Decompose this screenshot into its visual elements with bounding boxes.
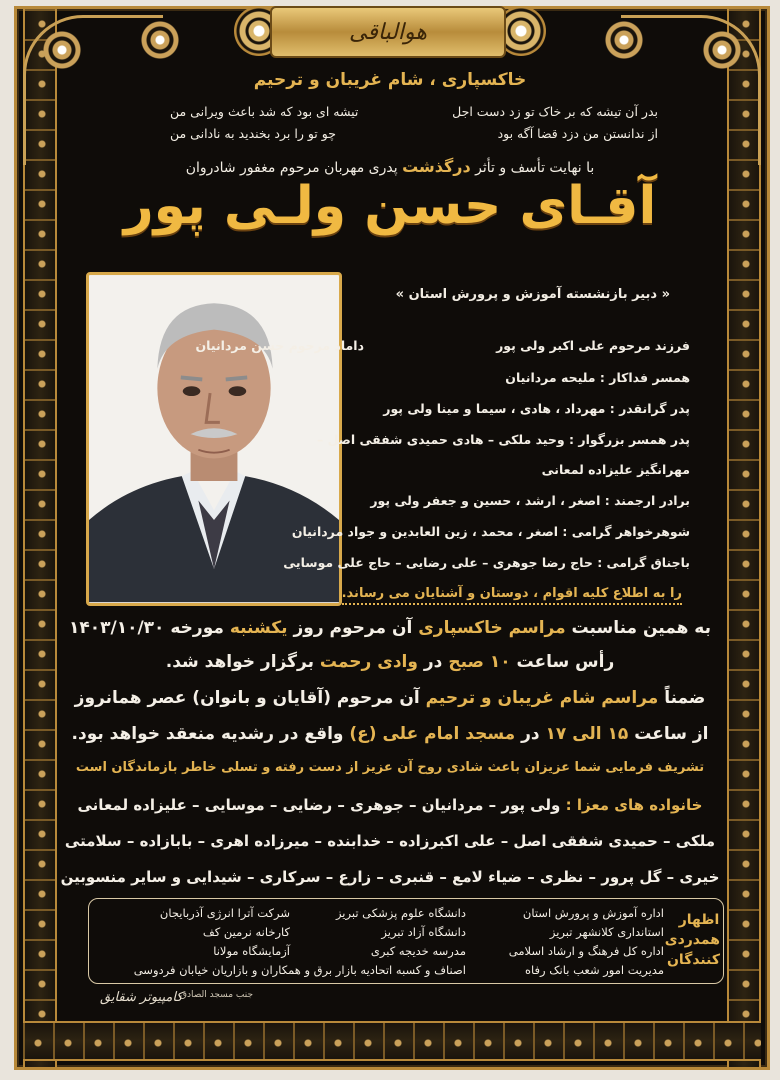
flower-ornament-icon (39, 27, 85, 73)
inform-line: را به اطلاع کلیه اقوام ، دوستان و آشنایان می رساند. (342, 586, 682, 605)
ann-text: به همین مناسبت (571, 618, 711, 638)
ann-highlight: ۱۰ صبح (448, 652, 511, 672)
ann-text: آن مرحوم (آقایان و بانوان) عصر همانروز (74, 688, 420, 708)
condolence-item: استانداری کلانشهر تبریز (549, 925, 664, 939)
ann-text: برگزار خواهد شد. (165, 652, 314, 672)
header-banner (270, 6, 506, 58)
ann-highlight: مراسم شام غریبان و ترحیم (425, 688, 659, 708)
announcement-line-1 (60, 618, 720, 638)
family-sisters-husbands: شوهرخواهر گرامی : اصغر ، محمد ، زین العابدین و جواد مردانیان (291, 524, 690, 539)
ann-text: آن مرحوم روز (293, 618, 413, 638)
ann-text: واقع در رشدیه منعقد خواهد بود. (71, 724, 344, 744)
ann-highlight: مسجد امام علی (ع) (349, 724, 516, 744)
condolence-item: مدیریت امور شعب بانک رفاه (525, 963, 664, 977)
families-line-2: ملکی – حمیدی شفقی اصل – علی اکبرزاده – خدابنده – میرزاده اهری – بابازاده – سلامتی (64, 832, 716, 850)
condolence-item: شرکت آترا انرژی آذربایجان (159, 906, 290, 920)
flower-ornament-icon (601, 17, 647, 63)
families-line-3: خیری – گل پرور – نظری – ضیاء لامع – قنبری – زارع – سرکاری – شیدایی و سایر منسوبین (60, 868, 720, 886)
family-spouse: همسر فداکار : ملیحه مردانیان (505, 370, 690, 385)
ann-highlight: ۱۵ الی ۱۷ (545, 724, 629, 744)
bottom-decorative-border (23, 1021, 761, 1061)
ann-highlight: مراسم خاکسپاری (418, 618, 566, 638)
condolence-item: مدرسه خدیجه کبری (370, 944, 466, 958)
printer-signature: کامپیوتر شقایق (100, 990, 183, 1005)
family-bajanaq: باجناق گرامی : حاج رضا جوهری – علی رضایی – حاج علی موسایی (283, 555, 690, 570)
condolence-item: اصناف و کسبه اتحادیه بازار برق و همکاران و بازاریان خیابان فردوسی (133, 963, 466, 977)
deceased-role: « دبیر بازنشسته آموزش و پرورش استان » (395, 287, 670, 302)
banner-title: هوالباقی (349, 19, 427, 45)
families-label: خانواده های معزا : (565, 796, 703, 814)
intro-pre: با نهایت تأسف و تأثر (475, 160, 595, 176)
family-son-in-law: داماد مرحوم حسن مردانیان (195, 338, 364, 353)
families-line-1 (58, 796, 722, 814)
condolences-label: اظهار همدردی کنندگان (664, 912, 720, 968)
printer-note: جنب مسجد الصادق (180, 990, 254, 1000)
announcement-line-3 (60, 688, 720, 708)
ann-text: از ساعت (634, 724, 709, 744)
ann-text: رأس ساعت (516, 652, 615, 672)
ann-highlight: وادی رحمت (319, 652, 418, 672)
attendance-note: تشریف فرمایی شما عزیزان باعث شادی روح آن عزیز از دست رفته و تسلی خاطر بازماندگان است (75, 760, 705, 775)
intro-line (0, 157, 780, 176)
flower-ornament-icon (699, 27, 745, 73)
family-in-laws-2: مهرانگیز علیزاده لمعانی (541, 462, 690, 477)
condolence-item: اداره آموزش و پرورش استان (522, 906, 664, 920)
ceremony-subtitle: خاکسپاری ، شام غریبان و ترحیم (253, 70, 527, 90)
ann-text: در (423, 652, 443, 672)
condolence-item: دانشگاه آزاد تبریز (381, 925, 466, 939)
announcement-line-4 (60, 724, 720, 744)
portrait-image (89, 275, 339, 603)
condolence-item: کارخانه نرمین کف (202, 925, 290, 939)
condolence-item: اداره کل فرهنگ و ارشاد اسلامی (508, 944, 664, 958)
family-in-laws-1: پدر همسر بزرگوار : وحید ملکی – هادی حمیدی شفقی اصل – (317, 432, 690, 447)
announcement-line-2 (60, 652, 720, 672)
family-children: پدر گرانقدر : مهرداد ، هادی ، سیما و مینا ولی پور (383, 401, 690, 416)
intro-post: پدری مهربان مرحوم مغفور شادروان (185, 160, 398, 176)
intro-highlight: درگذشت (402, 157, 471, 176)
condolence-item: دانشگاه علوم پزشکی تبریز (335, 906, 466, 920)
ann-highlight: یکشنبه (229, 618, 288, 638)
verse-line-1: بدر آن تیشه که بر خاک تو زد دست اجل (452, 104, 658, 119)
ann-text: ضمناً (664, 688, 706, 708)
ann-text: در (521, 724, 540, 744)
verse-line-4: چو تو را برد بخندید به نادانی من (170, 126, 336, 141)
ann-text: مورخه (170, 618, 224, 638)
verse-line-2: تیشه ای بود که شد باعث ویرانی من (170, 104, 359, 119)
condolence-item: آزمایشگاه مولانا (213, 944, 290, 958)
families-names: ولی پور – مردانیان – جوهری – رضایی – موسایی – علیزاده لمعانی (77, 796, 561, 814)
deceased-name: آقـای حسن ولـی پور (123, 176, 657, 236)
flower-ornament-icon (137, 17, 183, 63)
family-brothers: برادر ارجمند : اصغر ، ارشد ، حسین و جعفر ولی پور (370, 493, 690, 508)
ceremony-date: ۱۴۰۳/۱۰/۳۰ (68, 618, 165, 638)
verse-line-3: از ندانستن من دزد قضا آگه بود (497, 126, 658, 141)
family-son-of: فرزند مرحوم علی اکبر ولی پور (496, 338, 690, 353)
